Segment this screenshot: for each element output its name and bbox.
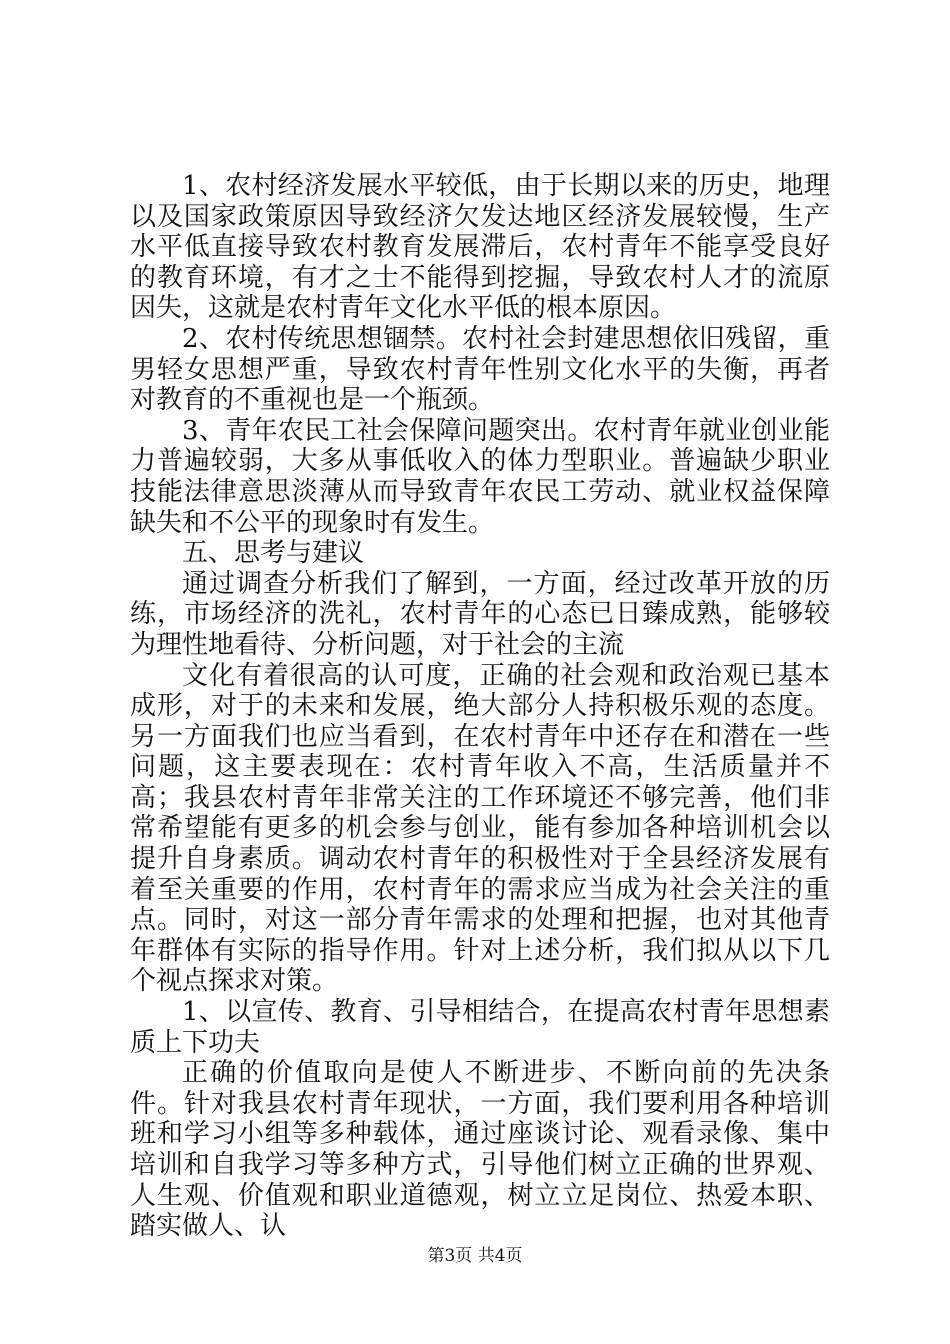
page-footer: 第3页 共4页 <box>427 1246 523 1266</box>
paragraph-tradition-cause: 2、农村传统思想锢禁。农村社会封建思想依旧残留，重男轻女思想严重，导致农村青年性别文化水平的失衡，再者对教育的不重视也是一个瓶颈。 <box>130 323 830 416</box>
paragraph-social-security: 3、青年农民工社会保障问题突出。农村青年就业创业能力普遍较弱，大多从事低收入的体力型职业。普遍缺少职业技能法律意思淡薄从而导致青年农民工劳动、就业权益保障缺失和不公平的现象时有发生。 <box>130 415 830 538</box>
paragraph-economy-cause: 1、农村经济发展水平较低，由于长期以来的历史，地理以及国家政策原因导致经济欠发达地区经济发展较慢，生产水平低直接导致农村教育发展滞后，农村青年不能享受良好的教育环境，有才之士不能得到挖掘，导致农村人才的流原因失，这就是农村青年文化水平低的根本原因。 <box>130 171 830 324</box>
paragraph-value-orientation: 正确的价值取向是使人不断进步、不断向前的先决条件。针对我县农村青年现状，一方面，我们要利用各种培训班和学习小组等多种载体，通过座谈讨论、观看录像、集中培训和自我学习等多种方式，引导他们树立正确的世界观、人生观、价值观和职业道德观，树立立足岗位、热爱本职、踏实做人、认 <box>130 1058 830 1242</box>
document-body <box>130 171 830 1242</box>
paragraph-survey-analysis: 通过调查分析我们了解到，一方面，经过改革开放的历练，市场经济的洗礼，农村青年的心态已日臻成熟，能够较为理性地看待、分析问题，对于社会的主流 <box>130 568 830 660</box>
paragraph-culture-recognition: 文化有着很高的认可度，正确的社会观和政治观已基本成形，对于的未来和发展，绝大部分人持积极乐观的态度。另一方面我们也应当看到，在农村青年中还存在和潜在一些问题，这主要表现在：农村青年收入不高，生活质量并不高；我县农村青年非常关注的工作环境还不够完善，他们非常希望能有更多的机会参与创业，能有参加各种培训机会以提升自身素质。调动农村青年的积极性对于全县经济发展有着至关重要的作用，农村青年的需求应当成为社会关注的重点。同时，对这一部分青年需求的处理和把握，也对其他青年群体有实际的指导作用。针对上述分析，我们拟从以下几个视点探求对策。 <box>130 660 830 997</box>
section-heading-thoughts: 五、思考与建议 <box>182 538 365 569</box>
subheading-promotion-education: 1、以宣传、教育、引导相结合，在提高农村青年思想素质上下功夫 <box>130 997 830 1058</box>
